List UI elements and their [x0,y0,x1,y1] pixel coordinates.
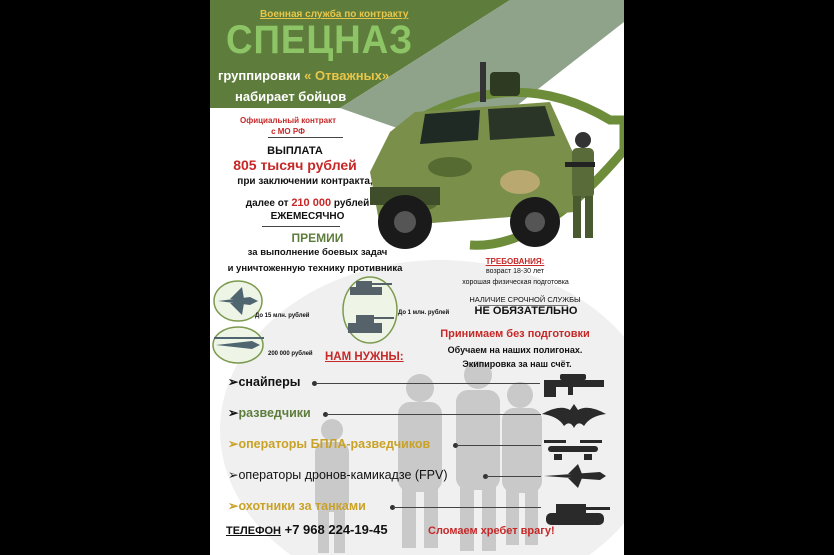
group-name: « Отважных» [304,68,390,83]
page-title: СПЕЦНАЗ [226,18,414,62]
bonuses-line-1: за выполнение боевых задач [247,247,388,258]
training-title: Принимаем без подготовки [440,328,590,340]
monthly-line [220,197,395,209]
leader-line [326,414,541,415]
top-line: Военная служба по контракту [260,9,409,20]
bullet-arrow-icon: ➢ [228,375,239,389]
armored-vehicle-image [360,62,595,252]
payment-amount: 805 тысяч рублей [233,157,357,173]
requirements-title: ТРЕБОВАНИЯ: [485,257,545,266]
training-line-2: Экипировка за наш счёт. [462,359,572,369]
fpv-drone-icon [544,464,606,488]
group-prefix: группировки [218,68,301,83]
need-item: ➢снайперы [228,375,301,389]
bullet-arrow-icon: ➢ [228,437,239,451]
requirement-service: НАЛИЧИЕ СРОЧНОЙ СЛУЖБЫ [469,295,581,304]
need-item: ➢операторы БПЛА-разведчиков [228,437,431,451]
need-icons-column [540,368,620,533]
payment-condition: при заключении контракта, [237,176,373,187]
leader-line [393,507,541,508]
monthly-suffix: рублей [333,198,370,209]
need-item: ➢разведчики [228,406,311,420]
recruits-line: набирает бойцов [235,89,347,104]
slogan: Сломаем хребет врагу! [428,525,555,537]
phone-number[interactable]: +7 968 224-19-45 [284,522,388,537]
need-item: ➢охотники за танками [228,499,366,513]
leader-line [486,476,541,477]
training-line-1: Обучаем на наших полигонах. [447,345,583,355]
payment-label: ВЫПЛАТА [267,145,323,157]
leader-line [315,383,540,384]
bullet-arrow-icon: ➢ [228,468,239,482]
bonus-jet-value: До 15 млн. рублей [255,313,310,319]
contract-line-1: Официальный контракт [239,116,337,125]
recruitment-poster [210,0,624,555]
recon-drone-icon [544,440,602,460]
payment-underline [262,226,340,227]
requirement-age: возраст 18-30 лет [486,268,544,275]
monthly-prefix: далее от [245,198,289,209]
tank-icon [546,504,610,525]
monthly-word: ЕЖЕМЕСЯЧНО [270,211,345,222]
monthly-amount: 210 000 [291,197,332,209]
needs-title: НАМ НУЖНЫ: [325,351,404,363]
phone-line [226,522,388,537]
requirement-not-required: НЕ ОБЯЗАТЕЛЬНО [474,305,578,317]
bonuses-title: ПРЕМИИ [291,231,344,245]
sniper-rifle-icon [544,374,604,397]
bonus-heli-value: 200 000 рублей [268,351,313,357]
leader-line [456,445,541,446]
bonuses-line-2: и уничтоженную технику противника [227,263,403,274]
contract-line-2: с МО РФ [271,127,305,136]
bat-emblem-icon [542,404,606,428]
bonus-tank-value: До 1 млн. рублей [398,310,450,316]
requirement-fitness: хорошая физическая подготовка [462,279,569,286]
need-item: ➢операторы дронов-камикадзе (FPV) [228,468,448,482]
contract-underline [268,137,343,138]
bullet-arrow-icon: ➢ [228,406,239,420]
bullet-arrow-icon: ➢ [228,499,239,513]
phone-label: ТЕЛЕФОН [226,525,281,537]
